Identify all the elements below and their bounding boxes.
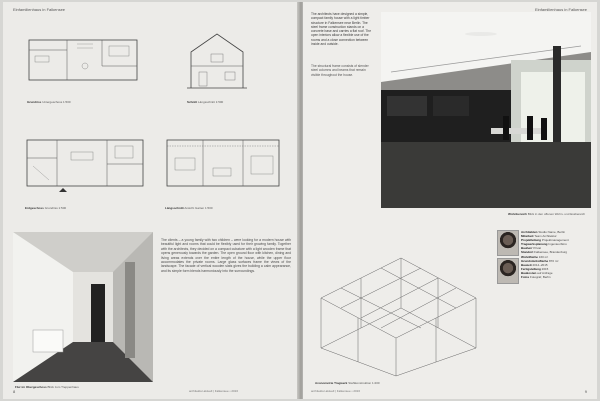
credit-value: 160 m² [538, 254, 549, 259]
credit-value: Studio Name, Berlin [538, 230, 566, 234]
credit-label: Projektleitung [521, 238, 542, 243]
caption-interior-photo: Wohnbereich Blick in den offenen Wohn- und Essbereich [508, 212, 586, 216]
right-page [303, 2, 597, 399]
axonometric-structure-drawing [311, 228, 483, 378]
credit-label: Fotos [521, 275, 530, 280]
right-page-footer: architektur.aktuell | Falkensee • 2016 [311, 389, 361, 393]
credit-value: 2014–2015 [532, 262, 548, 267]
credits-list [521, 230, 593, 279]
credit-label: Bauzeit [521, 262, 533, 267]
left-body-text: The clients – a young family with two children – were looking for a modern house with beautiful light and rooms that could be flexibly used for their growing family. Together with the architects, they decided on a compact cubature with a light wooden frame that opens generously towards the garden. The open ground floor with kitchen, dining and living areas extends over the entire length of the house, while the upper floor accommodates the private rooms. Large glass surfaces frame the views of the landscape. The facade of vertical wooden slats gives the building a calm appearance, and its simple form blends harmoniously into the surroundings. [161, 238, 291, 273]
credit-value: Ingenieurbüro [548, 242, 567, 247]
credit-value: Projektmanagement [541, 238, 569, 243]
left-page-footer: architektur.aktuell | Falkensee • 2016 [189, 389, 239, 393]
credit-value: Team Architektur [534, 234, 557, 239]
credit-label: Mitarbeit [521, 234, 535, 239]
floor-plan-upper-drawing [23, 132, 149, 194]
credit-row [521, 275, 593, 279]
credit-label: Grundstücksfläche [521, 258, 550, 263]
caption-plan-ground: Grundriss Untergeschoss 1:500 [27, 100, 71, 104]
magazine-spread [3, 2, 597, 399]
caption-plan-upper: Erdgeschoss Grundriss 1:500 [25, 206, 67, 210]
hallway-photo [13, 232, 153, 382]
left-page [3, 2, 299, 399]
floor-plan-ground-drawing [27, 36, 141, 84]
section-drawing [185, 30, 249, 92]
credit-value: 870 m² [549, 258, 559, 263]
credit-label: Architekten [521, 230, 539, 234]
credit-label: Bauherr [521, 246, 534, 251]
right-intro-text: The architects have designed a simple, compact family house with a light timber structure in Falkensee near Berlin. The steel frame construction stands on a concrete base and carries a flat roof. The open interiors allow a flexible use of the rooms and a close connection between inside and outside. [311, 12, 372, 47]
credit-label: Fertigstellung [521, 266, 542, 271]
credit-value: Falkensee, Brandenburg [534, 250, 568, 255]
credit-value: Privat [533, 246, 542, 251]
right-page-header: Einfamilienhaus in Falkensee [534, 7, 587, 12]
credit-value: auf Anfrage [537, 270, 553, 275]
left-page-header: Einfamilienhaus in Falkensee [13, 7, 66, 12]
architect-portrait-2 [497, 258, 519, 284]
credit-label: Baukosten [521, 270, 538, 275]
credit-label: Tragwerksplanung [521, 242, 549, 247]
caption-section: Schnitt Längsschnitt 1:500 [187, 100, 224, 104]
interior-living-photo [381, 12, 591, 208]
credit-value: 2015 [541, 266, 549, 271]
architect-portrait-1 [497, 230, 519, 256]
right-page-number: 9 [584, 389, 587, 394]
caption-axonometric: Axonometrie Tragwerk Stahlkonstruktion 1:200 [315, 381, 380, 385]
right-intro-note: The structural frame consists of slender steel columns and beams that remain visible throughout the house. [311, 64, 369, 77]
credit-value: Fotograf, Berlin [530, 275, 551, 280]
project-credits [521, 230, 593, 279]
credit-label: Wohnfläche [521, 254, 539, 259]
caption-elevation: Längsschnitt Ansicht Garten 1:500 [165, 206, 213, 210]
caption-hallway-photo: Flur im Obergeschoss Blick zum Treppenhaus [15, 385, 79, 389]
left-page-number: 8 [13, 389, 16, 394]
elevation-drawing [163, 132, 285, 194]
credit-label: Standort [521, 250, 535, 255]
